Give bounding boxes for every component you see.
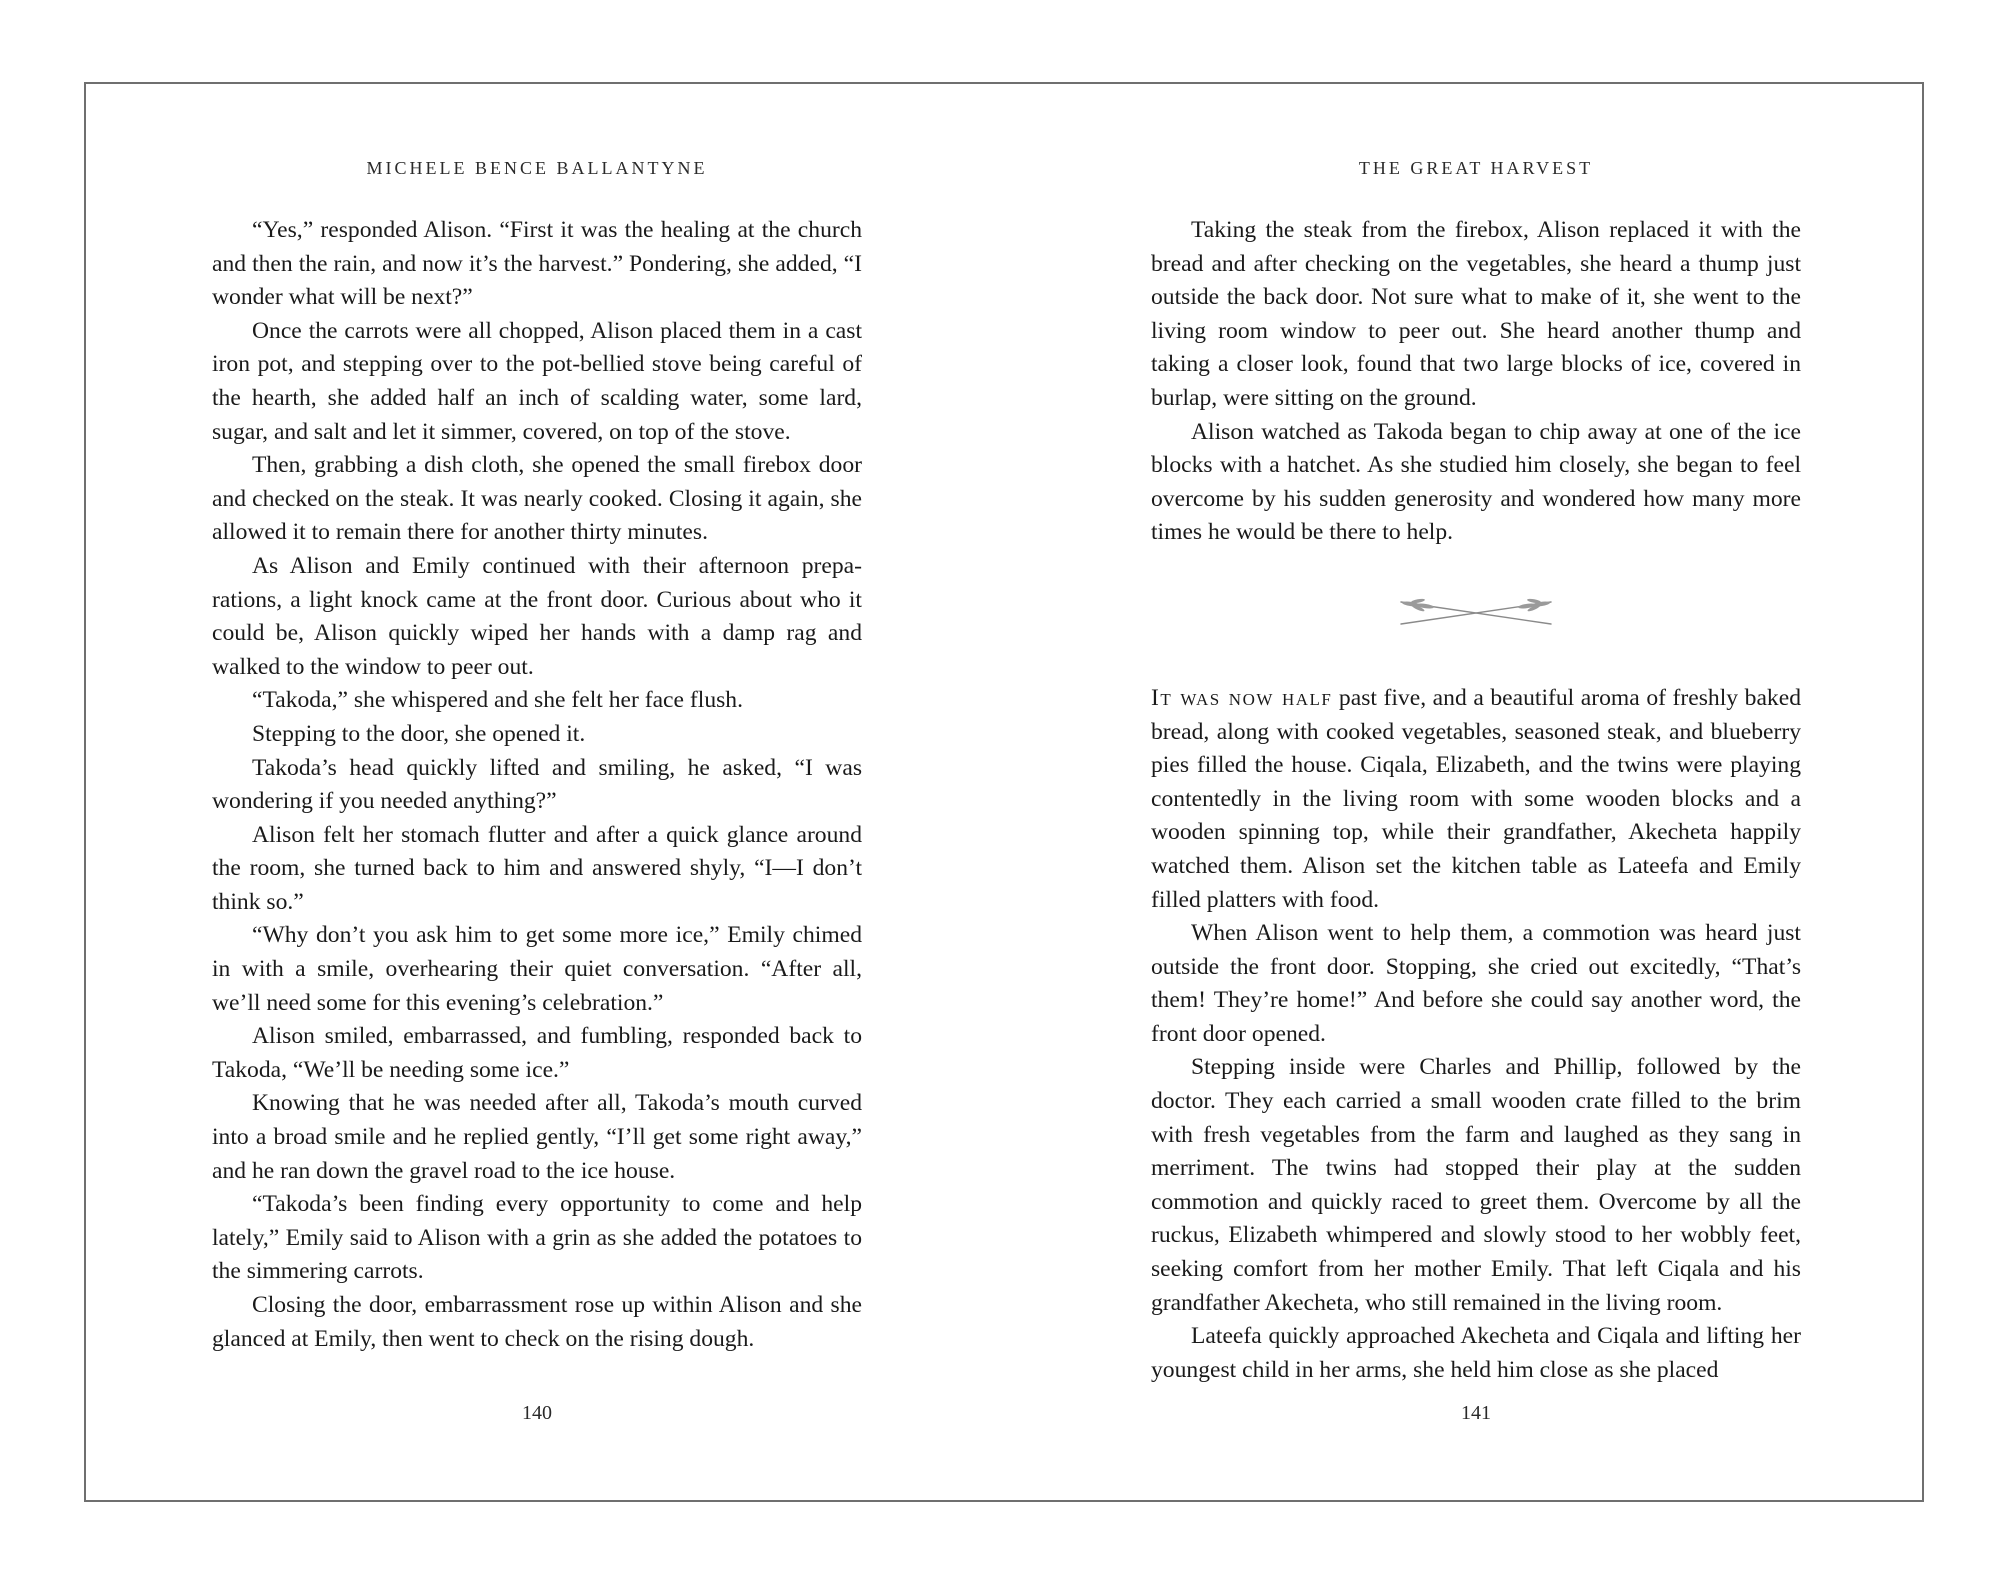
left-page: [212, 84, 862, 1500]
paragraph: Closing the door, embarrassment rose up within Alison and she glanced at Emily, then went to check on the rising dough.: [212, 1292, 862, 1352]
running-head-author: MICHELE BENCE BALLANTYNE: [366, 158, 708, 178]
paragraph: “Takoda’s been finding every opportunity to come and help lately,” Emily said to Alison with a grin as she added the potatoes to the simmering carrots.: [212, 1191, 862, 1285]
book-spread: [84, 82, 1924, 1502]
paragraph: Alison smiled, embarrassed, and fumbling, responded back to Takoda, “We’ll be needing some ice.”: [212, 1023, 862, 1083]
left-page-text: [212, 214, 862, 1356]
paragraph: Stepping to the door, she opened it.: [252, 720, 586, 747]
paragraph: “Why don’t you ask him to get some more ice,” Emily chimed in with a smile, overhearing their quiet conversation. “After all, we’ll need some for this evening’s celebration.”: [212, 922, 862, 1016]
paragraph: As Alison and Emily continued with their afternoon preparations, a light knock came at the front door. Curious about who it could be, Alison quickly wiped her hands with a damp rag and walked to the window to peer out.: [212, 552, 862, 680]
page-number: 141: [1461, 1402, 1491, 1424]
lead-in-rest: past five, and a beautiful aroma of freshly baked bread, along with cooked vegetables, seasoned steak, and blueberry pies filled the house. Ciqala, Elizabeth, and the twins were playing contentedly in the living room with some wooden blocks and a wooden spinning top, while their grandfather, Akecheta happily watched them. Alison set the kitchen table as Lateefa and Emily filled platters with food.: [1151, 684, 1801, 913]
paragraph: “Takoda,” she whispered and she felt her face flush.: [252, 687, 743, 714]
paragraph: “Yes,” responded Alison. “First it was the healing at the church and then the rain, and now it’s the harvest.” Pondering, she added, “I wonder what will be next?”: [212, 217, 862, 311]
paragraph: Stepping inside were Charles and Phillip, followed by the doctor. They each carried a small wooden crate filled to the brim with fresh vegetables from the farm and laughed as they sang in merriment. The twins had stopped their play at the sudden commotion and quickly raced to greet them. Overcome by all the ruckus, Elizabeth whimpered and slowly stood to her wobbly feet, seeking comfort from her mother Emily. That left Ciqala and his grandfather Akecheta, who still remained in the living room.: [1151, 1054, 1801, 1316]
paragraph: Alison watched as Takoda began to chip away at one of the ice blocks with a hatchet. As she studied him closely, she began to feel overcome by his sudden generosity and wondered how many more times he would be there to help.: [1151, 418, 1801, 546]
paragraph: Once the carrots were all chopped, Alison placed them in a cast iron pot, and stepping over to the pot-bellied stove being careful of the hearth, she added half an inch of scalding water, some lard, sugar, and salt and let it simmer, covered, on top of the stove.: [212, 317, 862, 445]
right-page-text: [1151, 214, 1801, 1387]
running-head-title: THE GREAT HARVEST: [1358, 158, 1594, 178]
paragraph: When Alison went to help them, a commotion was heard just outside the front door. Stopping, she cried out excitedly, “That’s them! They’re home!” And before she could say another word, the front door opened.: [1151, 920, 1801, 1047]
paragraph: Knowing that he was needed after all, Takoda’s mouth curved into a broad smile and he replied gently, “I’ll get some right away,” and he ran down the gravel road to the ice house.: [212, 1090, 862, 1184]
paragraph: Then, grabbing a dish cloth, she opened the small firebox door and checked on the steak. It was nearly cooked. Closing it again, she allowed it to remain there for another thirty minutes.: [212, 452, 862, 546]
page-number: 140: [522, 1402, 552, 1424]
paragraph: Taking the steak from the firebox, Alison replaced it with the bread and after checking on the vegetables, she heard a thump just outside the back door. Not sure what to make of it, she went to the living room window to peer out. She heard another thump and taking a closer look, found that two large blocks of ice, covered in burlap, were sitting on the ground.: [1151, 217, 1801, 411]
lead-in-smallcaps: It was now half: [1151, 684, 1333, 711]
paragraph: Takoda’s head quickly lifted and smiling, he asked, “I was wondering if you needed anything?”: [212, 754, 862, 815]
paragraph: Alison felt her stomach flutter and after a quick glance around the room, she turned back to him and answered shyly, “I—I don’t think so.”: [212, 821, 862, 915]
paragraph: Lateefa quickly approached Akecheta and Ciqala and lifting her youngest child in her arms, she held him close as she placed: [1151, 1323, 1801, 1383]
crossed-wheat-icon: [1391, 594, 1561, 630]
right-page: [1151, 84, 1801, 1500]
section-opening-paragraph: [1151, 682, 1801, 917]
